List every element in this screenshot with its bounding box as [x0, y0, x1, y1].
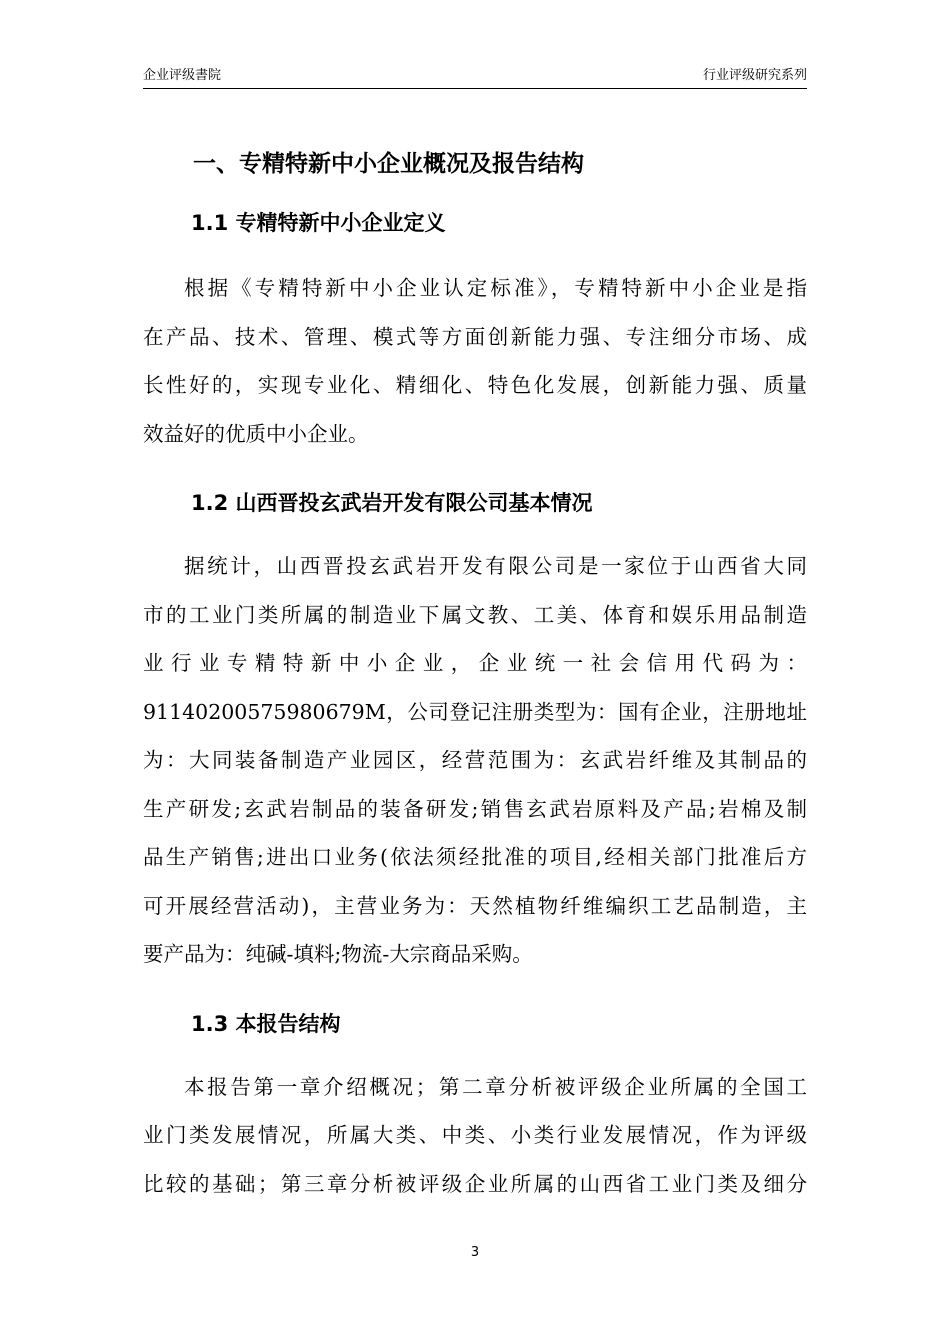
paragraph-line: 市的工业门类所属的制造业下属文教、工美、体育和娱乐用品制造 — [143, 602, 807, 627]
header-left-title: 企业评级書院 — [143, 68, 222, 83]
paragraph-line: 在产品、技术、管理、模式等方面创新能力强、专注细分市场、成 — [143, 324, 807, 349]
section-1-3-paragraph — [143, 1063, 807, 1209]
page-header — [143, 66, 807, 89]
paragraph-line: 91140200575980679M，公司登记注册类型为：国有企业，注册地址 — [143, 699, 807, 724]
paragraph-line: 长性好的，实现专业化、精细化、特色化发展，创新能力强、质量 — [143, 373, 807, 397]
section-1-heading: 一、专精特新中小企业概况及报告结构 — [193, 151, 584, 177]
section-1-2-heading: 1.2 山西晋投玄武岩开发有限公司基本情况 — [191, 491, 593, 515]
section-1-1-paragraph — [143, 264, 807, 458]
paragraph-line: 为：大同装备制造产业园区，经营范围为：玄武岩纤维及其制品的 — [143, 748, 807, 772]
paragraph-line: 据统计，山西晋投玄武岩开发有限公司是一家位于山西省大同 — [184, 554, 807, 578]
paragraph-line: 本报告第一章介绍概况；第二章分析被评级企业所属的全国工 — [184, 1074, 807, 1099]
page-content — [143, 140, 807, 1208]
paragraph-line: 可开展经营活动)，主营业务为：天然植物纤维编织工艺品制造，主 — [143, 893, 807, 918]
section-1-3-heading: 1.3 本报告结构 — [191, 1011, 341, 1036]
section-1-2-paragraph — [143, 542, 807, 979]
paragraph-line: 效益好的优质中小企业。 — [143, 421, 369, 446]
paragraph-line: 业门类发展情况，所属大类、中类、小类行业发展情况，作为评级 — [143, 1123, 807, 1147]
paragraph-line: 根据《专精特新中小企业认定标准》，专精特新中小企业是指 — [184, 276, 807, 300]
paragraph-line: 比较的基础；第三章分析被评级企业所属的山西省工业门类及细分 — [143, 1171, 807, 1196]
paragraph-line: 品生产销售;进出口业务(依法须经批准的项目,经相关部门批准后方 — [143, 845, 807, 869]
page-number: 3 — [470, 1245, 480, 1260]
section-1-1-heading: 1.1 专精特新中小企业定义 — [191, 211, 446, 235]
paragraph-line: 业行业专精特新中小企业，企业统一社会信用代码为： — [143, 651, 807, 675]
header-right-title: 行业评级研究系列 — [702, 68, 807, 83]
paragraph-line: 要产品为：纯碱-填料;物流-大宗商品采购。 — [143, 942, 533, 966]
paragraph-line: 生产研发;玄武岩制品的装备研发;销售玄武岩原料及产品;岩棉及制 — [143, 796, 807, 821]
